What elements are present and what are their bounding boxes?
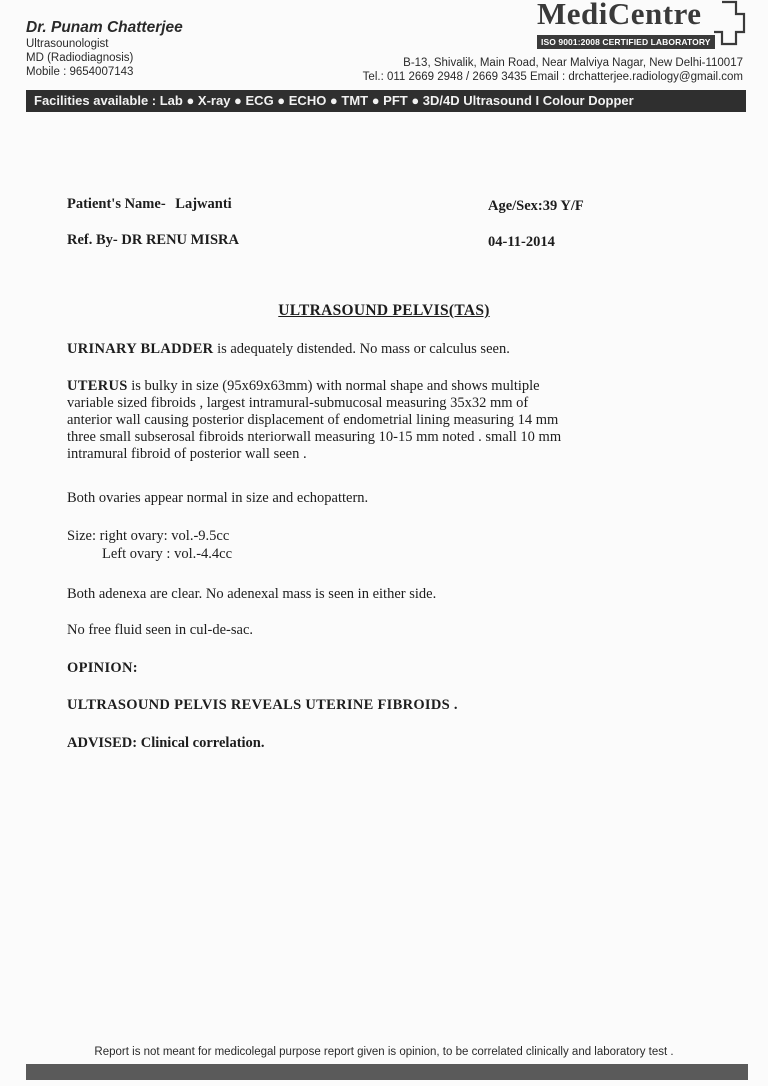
clinic-address [363, 56, 743, 84]
opinion-text: ULTRASOUND PELVIS REVEALS UTERINE FIBROIDS . [67, 697, 458, 713]
advice-text: ADVISED: Clinical correlation. [67, 735, 265, 751]
ovary-size-right: Size: right ovary: vol.-9.5cc [67, 528, 230, 544]
doctor-name: Dr. Punam Chatterjee [26, 19, 183, 36]
disclaimer: Report is not meant for medicolegal purpose report given is opinion, to be correlated clinically and laboratory test . [94, 1046, 674, 1058]
uterus-heading: UTERUS [67, 378, 128, 394]
bladder-text: is adequately distended. No mass or calculus seen. [213, 341, 510, 357]
opinion-label: OPINION: [67, 660, 138, 676]
doctor-degree: MD (Radiodiagnosis) [26, 52, 134, 64]
medicentre-logo [533, 0, 748, 52]
age-sex-field [488, 198, 584, 215]
patient-name-label: Patient's Name- [67, 196, 166, 212]
report-title: ULTRASOUND PELVIS(TAS) [278, 302, 490, 319]
bladder-heading: URINARY BLADDER [67, 341, 214, 357]
age-sex-value: 39 Y/F [542, 198, 584, 214]
report-date: 04-11-2014 [488, 234, 555, 250]
iso-badge: ISO 9001:2008 CERTIFIED LABORATORY [537, 35, 715, 49]
uterus-line: is bulky in size (95x69x63mm) with normal shape and shows multiple [127, 378, 540, 394]
uterus-finding [67, 378, 707, 463]
fluid-finding: No free fluid seen in cul-de-sac. [67, 622, 254, 638]
logo-text: MediCentre [537, 0, 702, 31]
doctor-title: Ultrasounologist [26, 38, 109, 50]
address-line: B-13, Shivalik, Main Road, Near Malviya Nagar, New Delhi-110017 [403, 57, 743, 69]
referral-label: Ref. By- [67, 232, 118, 248]
uterus-line: intramural fibroid of posterior wall seen . [67, 446, 307, 462]
facilities-bar: Facilities available : Lab ● X-ray ● ECG ● ECHO ● TMT ● PFT ● 3D/4D Ultrasound I Colour Dopper [26, 90, 746, 112]
patient-name-field [67, 196, 232, 213]
uterus-line: variable sized fibroids , largest intramural-submucosal measuring 35x32 mm of [67, 395, 529, 411]
uterus-line: three small subserosal fibroids nteriorwall measuring 10-15 mm noted . small 10 mm [67, 429, 562, 445]
contact-line: Tel.: 011 2669 2948 / 2669 3435 Email : drchatterjee.radiology@gmail.com [362, 71, 743, 83]
patient-name-value: Lajwanti [175, 196, 232, 212]
ovaries-finding: Both ovaries appear normal in size and echopattern. [67, 490, 369, 506]
uterus-line: anterior wall causing posterior displacement of endometrial lining measuring 14 mm [67, 412, 559, 428]
referral-field [67, 232, 239, 249]
medical-cross-icon [712, 0, 746, 46]
age-sex-label: Age/Sex: [488, 198, 543, 214]
referral-value: DR RENU MISRA [121, 232, 239, 248]
doctor-mobile: Mobile : 9654007143 [26, 66, 134, 78]
ovary-size-left: Left ovary : vol.-4.4cc [102, 546, 233, 562]
adenexa-finding: Both adenexa are clear. No adenexal mass is seen in either side. [67, 586, 437, 602]
bladder-finding [67, 341, 707, 358]
footer-bar [26, 1064, 748, 1080]
